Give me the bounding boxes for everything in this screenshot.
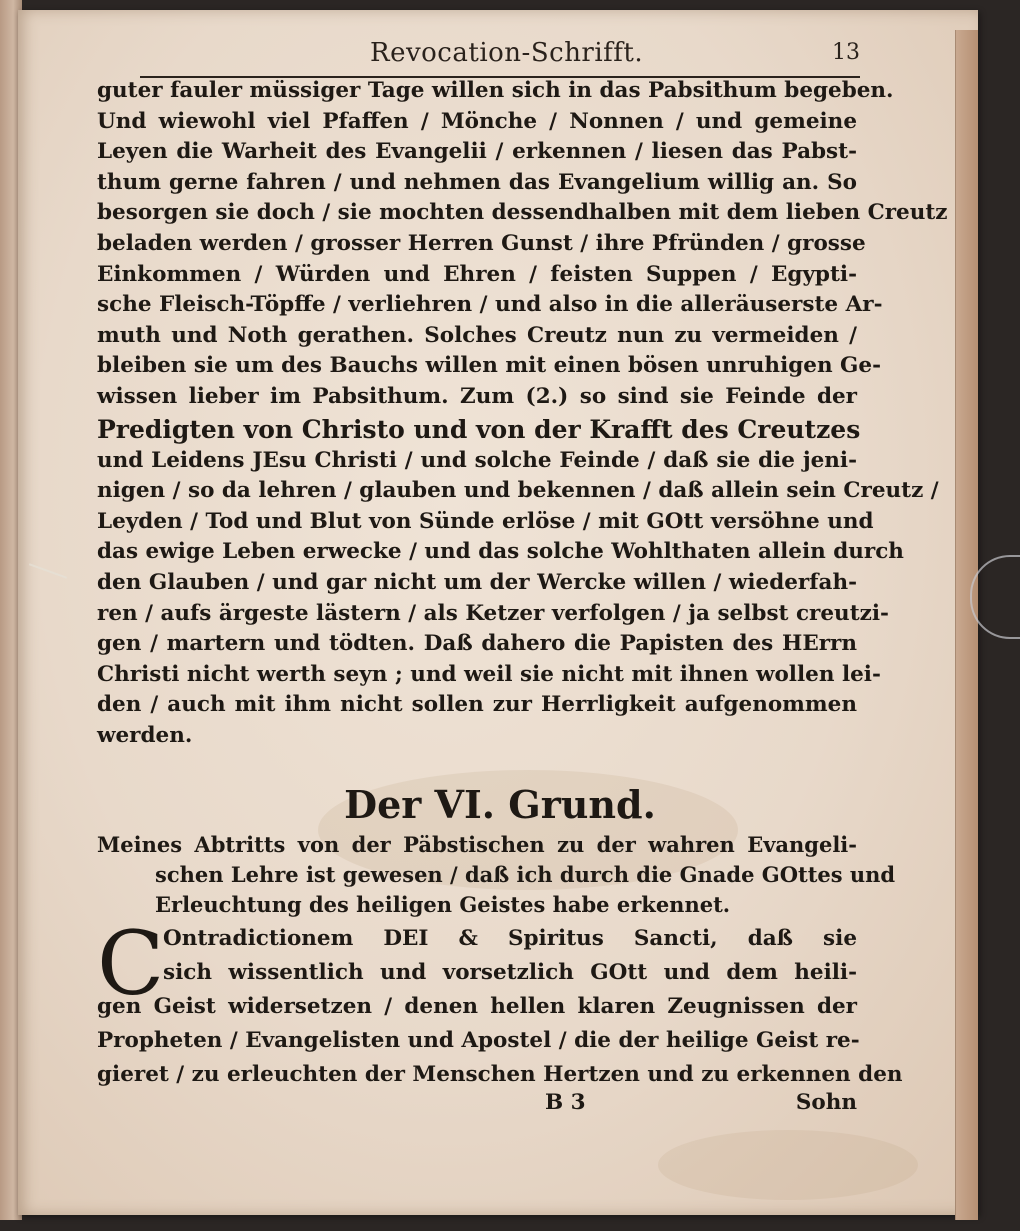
text-line: gen Geist widersetzen / denen hellen klaren Zeugnissen der: [97, 994, 857, 1019]
text-line: beladen werden / grosser Herren Gunst / ihre Pfründen / grosse: [97, 230, 866, 256]
text-line: Erleuchtung des heiligen Geistes habe erkennet.: [155, 892, 731, 917]
page-number: 13: [832, 40, 860, 65]
text-line: besorgen sie doch / sie mochten dessendhalben mit dem lieben Creutz: [97, 200, 948, 226]
catchword: Sohn: [795, 1090, 857, 1115]
text-line: Predigten von Christo und von der Krafft des Creutzes: [97, 414, 861, 444]
paragraph-1: [97, 76, 948, 751]
section-subtitle: [97, 830, 896, 920]
text-line: nigen / so da lehren / glauben und bekennen / daß allein sein Creutz /: [97, 478, 939, 504]
page-footer: [97, 1090, 857, 1124]
paper-stain: [658, 1130, 918, 1200]
text-line: das ewige Leben erwecke / und das solche Wohlthaten allein durch: [97, 539, 904, 565]
paragraph-2: [97, 912, 903, 1092]
text-line: Meines Abtritts von der Päbstischen zu der wahren Evangeli-: [97, 832, 857, 857]
page-header: [100, 38, 860, 78]
text-line: gieret / zu erleuchten der Menschen Hertzen und zu erkennen den: [97, 1062, 903, 1087]
text-line: Leyden / Tod und Blut von Sünde erlöse / mit GOtt versöhne und: [97, 508, 874, 534]
text-line: den Glauben / und gar nicht um der Wercke willen / wiederfah-: [97, 569, 857, 595]
text-line: bleiben sie um des Bauchs willen mit einen bösen unruhigen Ge-: [97, 353, 882, 379]
text-line: ren / aufs ärgeste lästern / als Ketzer verfolgen / ja selbst creutzi-: [97, 600, 889, 626]
drop-cap-initial: C: [97, 912, 165, 1015]
text-line: den / auch mit ihm nicht sollen zur Herrligkeit aufgenommen: [97, 692, 857, 718]
text-line: und Leidens JEsu Christi / und solche Feinde / daß sie die jeni-: [97, 447, 857, 473]
signature-mark: B 3: [545, 1090, 586, 1115]
text-line: Christi nicht werth seyn ; und weil sie nicht mit ihnen wollen lei-: [97, 661, 881, 687]
text-line: Leyen die Warheit des Evangelii / erkennen / liesen das Pabst-: [97, 139, 857, 165]
section-heading: Der VI. Grund.: [344, 782, 656, 827]
text-line: muth und Noth gerathen. Solches Creutz nun zu vermeiden /: [97, 322, 857, 348]
page-fore-edge: [955, 30, 978, 1220]
text-line: werden.: [97, 722, 193, 748]
text-line: Ontradictionem DEI & Spiritus Sancti, daß sie: [163, 926, 857, 951]
text-line: Propheten / Evangelisten und Apostel / die der heilige Geist re-: [97, 1028, 860, 1053]
text-line: gen / martern und tödten. Daß dahero die Papisten des HErrn: [97, 631, 857, 657]
text-line: sche Fleisch-Töpffe / verliehren / und also in die alleräuserste Ar-: [97, 292, 883, 318]
running-head: Revocation-Schrifft.: [370, 38, 644, 68]
text-line: thum gerne fahren / und nehmen das Evangelium willig an. So: [97, 169, 857, 195]
text-line: wissen lieber im Pabsithum. Zum (2.) so sind sie Feinde der: [97, 383, 857, 409]
text-line: Und wiewohl viel Pfaffen / Mönche / Nonnen / und gemeine: [97, 108, 857, 134]
text-line: Einkommen / Würden und Ehren / feisten Suppen / Egypti-: [97, 261, 857, 287]
text-line: guter fauler müssiger Tage willen sich in das Pabsithum begeben.: [97, 78, 894, 103]
binding-thread: [29, 563, 67, 579]
text-line: schen Lehre ist gewesen / daß ich durch die Gnade GOttes und: [155, 862, 896, 887]
text-line: sich wissentlich und vorsetzlich GOtt und dem heili-: [163, 960, 857, 985]
